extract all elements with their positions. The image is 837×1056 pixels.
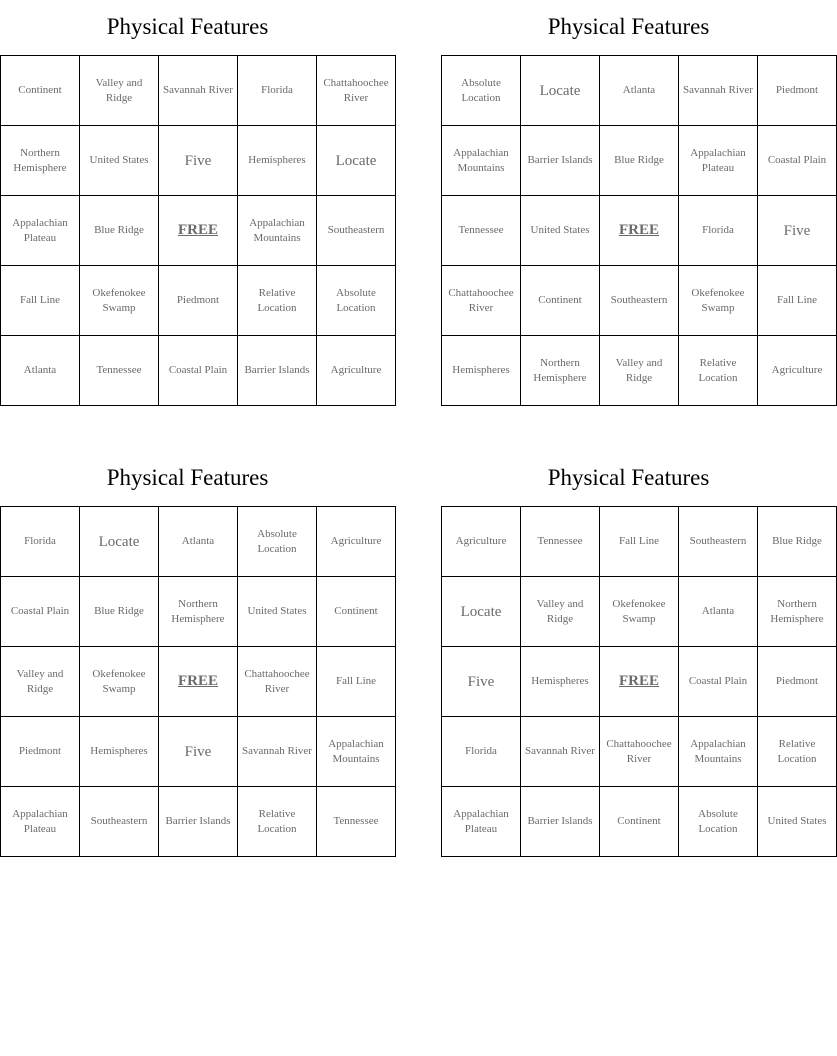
bingo-grid [0, 55, 396, 406]
bingo-cell: Okefenokee Swamp [600, 577, 679, 647]
bingo-row [1, 787, 396, 857]
free-space: FREE [159, 647, 238, 717]
bingo-cell: Relative Location [238, 787, 317, 857]
bingo-cell: Agriculture [442, 507, 521, 577]
bingo-cell: Northern Hemisphere [758, 577, 837, 647]
bingo-cell: Appalachian Plateau [1, 196, 80, 266]
bingo-cell: Blue Ridge [80, 196, 159, 266]
bingo-cell: Continent [521, 266, 600, 336]
card-title: Physical Features [106, 465, 269, 490]
bingo-row [1, 126, 396, 196]
bingo-cell: United States [80, 126, 159, 196]
bingo-cell: Agriculture [317, 507, 396, 577]
bingo-cell: Chattahoochee River [238, 647, 317, 717]
bingo-cell: Agriculture [317, 336, 396, 406]
bingo-cell: Atlanta [679, 577, 758, 647]
bingo-row [1, 336, 396, 406]
bingo-cell: United States [238, 577, 317, 647]
bingo-cell: Blue Ridge [758, 507, 837, 577]
bingo-cell: Tennessee [521, 507, 600, 577]
bingo-cell: Appalachian Mountains [442, 126, 521, 196]
bingo-cell: Chattahoochee River [600, 717, 679, 787]
bingo-cell: Florida [1, 507, 80, 577]
bingo-cell: Piedmont [1, 717, 80, 787]
bingo-cell: Northern Hemisphere [159, 577, 238, 647]
bingo-cell: Appalachian Mountains [238, 196, 317, 266]
bingo-cell: Appalachian Plateau [679, 126, 758, 196]
bingo-cell: Locate [80, 507, 159, 577]
bingo-row [442, 717, 837, 787]
bingo-cell: Piedmont [758, 647, 837, 717]
bingo-cell: Barrier Islands [238, 336, 317, 406]
bingo-cell: Valley and Ridge [80, 56, 159, 126]
bingo-row [1, 196, 396, 266]
bingo-row [442, 336, 837, 406]
bingo-grid [0, 506, 396, 857]
bingo-cell: Blue Ridge [80, 577, 159, 647]
bingo-cell: United States [758, 787, 837, 857]
bingo-cell: Atlanta [159, 507, 238, 577]
bingo-cell: Barrier Islands [159, 787, 238, 857]
bingo-cell: Savannah River [238, 717, 317, 787]
bingo-cell: Florida [238, 56, 317, 126]
bingo-cell: Chattahoochee River [317, 56, 396, 126]
bingo-cell: Absolute Location [679, 787, 758, 857]
bingo-cell: Tennessee [442, 196, 521, 266]
bingo-cell: Valley and Ridge [1, 647, 80, 717]
bingo-cell: Absolute Location [238, 507, 317, 577]
bingo-cell: Locate [317, 126, 396, 196]
bingo-cell: Locate [442, 577, 521, 647]
bingo-grid [441, 506, 837, 857]
bingo-cell: Tennessee [317, 787, 396, 857]
bingo-cell: Southeastern [679, 507, 758, 577]
bingo-cell: Coastal Plain [1, 577, 80, 647]
bingo-row [1, 56, 396, 126]
bingo-row [442, 196, 837, 266]
bingo-cell: Coastal Plain [758, 126, 837, 196]
bingo-cell: Savannah River [521, 717, 600, 787]
bingo-cell: Five [758, 196, 837, 266]
bingo-row [1, 507, 396, 577]
bingo-cell: Savannah River [159, 56, 238, 126]
bingo-row [442, 647, 837, 717]
card-title: Physical Features [547, 465, 710, 490]
bingo-cell: Atlanta [1, 336, 80, 406]
bingo-cell: Piedmont [159, 266, 238, 336]
bingo-row [442, 56, 837, 126]
bingo-cell: Coastal Plain [159, 336, 238, 406]
bingo-cell: Relative Location [679, 336, 758, 406]
bingo-row [1, 266, 396, 336]
bingo-cell: Tennessee [80, 336, 159, 406]
bingo-cell: Barrier Islands [521, 126, 600, 196]
bingo-cell: Atlanta [600, 56, 679, 126]
bingo-cell: Continent [317, 577, 396, 647]
bingo-row [442, 266, 837, 336]
bingo-cell: Absolute Location [442, 56, 521, 126]
bingo-cell: Blue Ridge [600, 126, 679, 196]
bingo-cell: Okefenokee Swamp [80, 647, 159, 717]
bingo-cell: Appalachian Plateau [1, 787, 80, 857]
bingo-cell: Piedmont [758, 56, 837, 126]
bingo-cell: Continent [1, 56, 80, 126]
card-title: Physical Features [547, 14, 710, 39]
bingo-cell: Five [159, 717, 238, 787]
bingo-cell: Appalachian Mountains [679, 717, 758, 787]
bingo-grid [441, 55, 837, 406]
bingo-cell: Hemispheres [521, 647, 600, 717]
bingo-row [1, 647, 396, 717]
bingo-cell: Coastal Plain [679, 647, 758, 717]
bingo-cell: Okefenokee Swamp [679, 266, 758, 336]
bingo-cell: Relative Location [238, 266, 317, 336]
bingo-cell: Five [159, 126, 238, 196]
bingo-row [442, 507, 837, 577]
bingo-cell: Southeastern [80, 787, 159, 857]
free-space: FREE [600, 196, 679, 266]
bingo-cell: Fall Line [600, 507, 679, 577]
bingo-cell: Absolute Location [317, 266, 396, 336]
bingo-cell: Fall Line [317, 647, 396, 717]
bingo-cell: Northern Hemisphere [1, 126, 80, 196]
bingo-cell: Florida [679, 196, 758, 266]
bingo-row [442, 126, 837, 196]
bingo-cell: Northern Hemisphere [521, 336, 600, 406]
bingo-row [1, 577, 396, 647]
bingo-cell: Continent [600, 787, 679, 857]
bingo-row [442, 577, 837, 647]
bingo-cell: Appalachian Mountains [317, 717, 396, 787]
bingo-cell: Appalachian Plateau [442, 787, 521, 857]
bingo-cell: Southeastern [317, 196, 396, 266]
bingo-cell: Savannah River [679, 56, 758, 126]
card-title: Physical Features [106, 14, 269, 39]
bingo-cell: Hemispheres [80, 717, 159, 787]
bingo-cell: Southeastern [600, 266, 679, 336]
bingo-cell: Fall Line [758, 266, 837, 336]
bingo-cell: Fall Line [1, 266, 80, 336]
bingo-cell: Relative Location [758, 717, 837, 787]
bingo-cell: United States [521, 196, 600, 266]
bingo-cell: Florida [442, 717, 521, 787]
bingo-cell: Hemispheres [442, 336, 521, 406]
free-space: FREE [159, 196, 238, 266]
free-space: FREE [600, 647, 679, 717]
bingo-row [1, 717, 396, 787]
bingo-cell: Five [442, 647, 521, 717]
bingo-cell: Barrier Islands [521, 787, 600, 857]
bingo-cell: Chattahoochee River [442, 266, 521, 336]
bingo-cell: Valley and Ridge [521, 577, 600, 647]
bingo-cell: Okefenokee Swamp [80, 266, 159, 336]
bingo-cell: Locate [521, 56, 600, 126]
bingo-cell: Valley and Ridge [600, 336, 679, 406]
bingo-row [442, 787, 837, 857]
bingo-cell: Hemispheres [238, 126, 317, 196]
bingo-cell: Agriculture [758, 336, 837, 406]
